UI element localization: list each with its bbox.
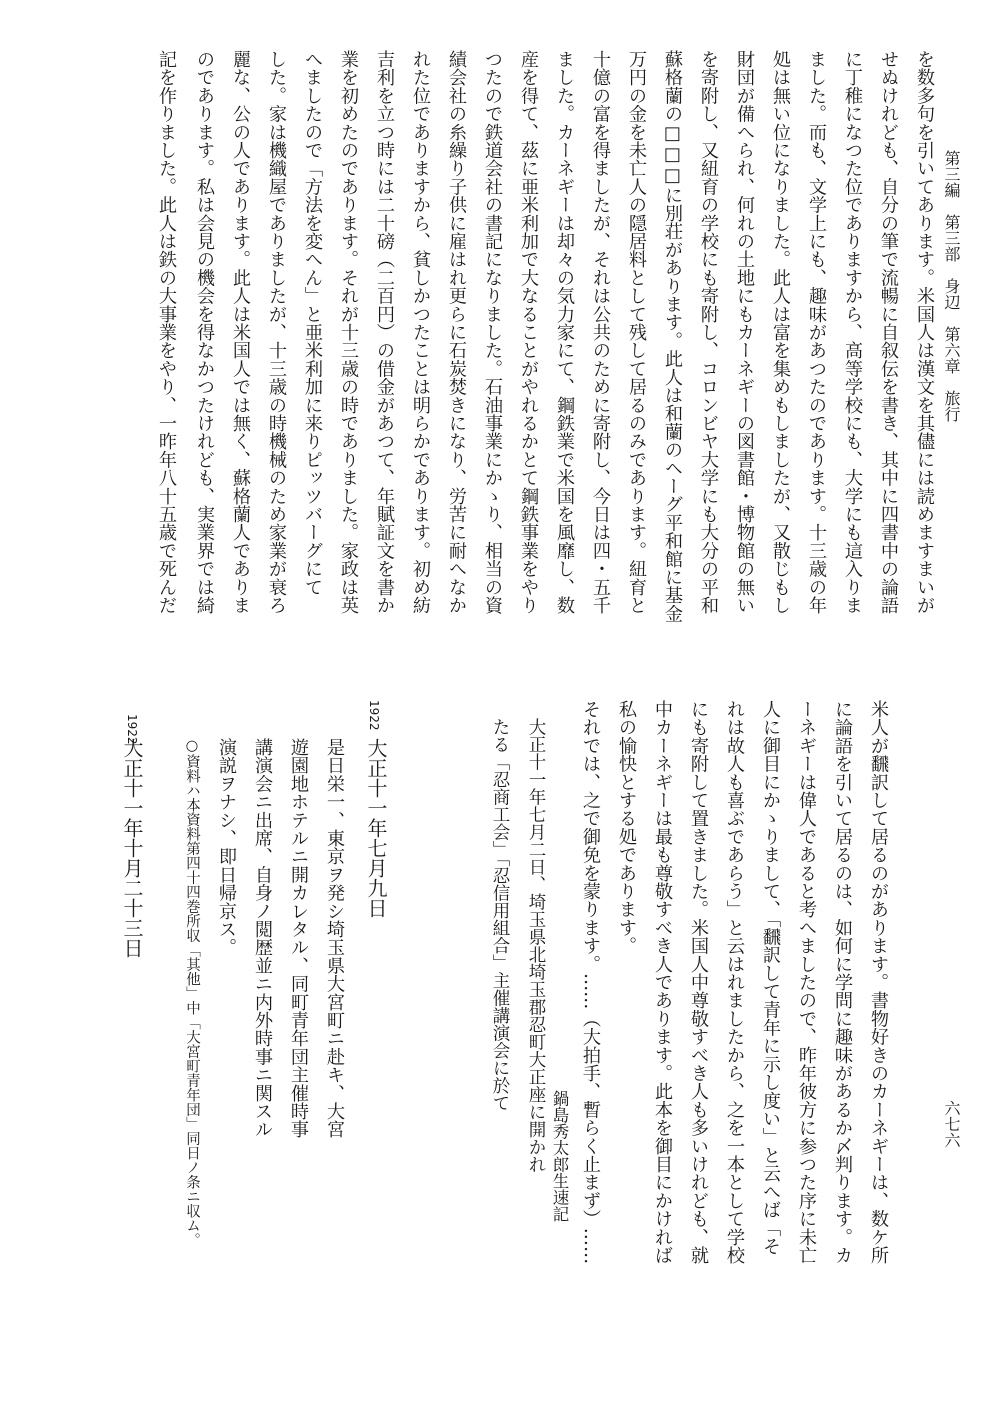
upper-line: に丁稚になつた位でありますから、高等学校にも、大学にも這入りま <box>842 50 863 615</box>
lower-line: に論語を引いて居るのは、如何に学問に趣味があるか〆判ります。カ <box>832 700 853 1265</box>
upper-line: 財団が備へられ、何れの土地にもカーネギーの図書館・博物館の無い <box>734 50 755 615</box>
entry-date: 大正十一年七月九日 <box>364 738 388 918</box>
upper-line: を数多句を引いてあります。米国人は漢文を其儘には読めますまいが <box>914 50 935 615</box>
stenographer-byline: 鍋島秀太郎生速記 <box>550 1090 569 1222</box>
entry-year: 1922 <box>125 714 139 745</box>
upper-line: 産を得て、茲に亜米利加で大なることがやれるかとて鋼鉄事業をやり <box>518 50 539 615</box>
lower-line: にも寄附して置きました。米国人中尊敬すべき人も多いけれども、就 <box>688 700 709 1265</box>
lower-line: 米人が飜訳して居るのがあります。書物好きのカーネギーは、数ケ所 <box>868 700 889 1265</box>
entry-date: 大正十一年十月二十三日 <box>120 738 144 958</box>
upper-line: 万円の金を未亡人の隠居料として残して居るのみであります。紐育と <box>626 50 647 615</box>
upper-line: ました。而も、文学上にも、趣味があつたのであります。十三歳の年 <box>806 50 827 615</box>
upper-line: へましたので「方法を変へん」と亜米利加に来りピッツバーグにて <box>302 50 323 596</box>
source-line: たる「忍商工会」「忍信用組合」主催講演会に於て <box>490 718 510 1112</box>
upper-line: した。家は機織屋でありましたが、十三歳の時機械のため家業が衰ろ <box>266 50 287 615</box>
upper-line: 績会社の糸繰り子供に雇はれ更らに石炭焚きになり、労苦に耐へなか <box>446 50 467 615</box>
lower-line: それでは、之で御免を蒙ります。……（大拍手、暫らく止まず）…… <box>580 700 601 1265</box>
lower-line: 中カーネギーは最も尊敬すべき人であります。此本を御目にかければ <box>652 700 673 1265</box>
upper-line: れた位でありますから、貧しかつたことは明らかであります。初め紡 <box>410 50 431 615</box>
upper-line: 処は無い位になりました。此人は富を集めもしましたが、又散じもし <box>770 50 791 615</box>
lower-line: 人に御目にかゝりまして、「飜訳して青年に示し度い」と云へば「そ <box>760 700 781 1256</box>
upper-line: 業を初めたのであります。それが十三歳の時でありました。家政は英 <box>338 50 359 615</box>
entry-line: 演説ヲナシ、即日帰京ス。 <box>216 738 237 957</box>
upper-line: ました。カーネギーは却々の気力家にて、鋼鉄業で米国を風靡し、数 <box>554 50 575 615</box>
upper-line: せぬけれども、自分の筆で流暢に自叙伝を書き、其中に四書中の論語 <box>878 50 899 615</box>
source-note: ○資料ハ本資料第四十四巻所収「其他」中「大宮町青年団」同日ノ条ニ収ム。 <box>184 738 200 1247</box>
lower-line: 私の愉快とする処であります。 <box>616 700 637 955</box>
upper-line: 蘇格蘭の□□□に別荘があります。此人は和蘭のヘーグ平和館に基金 <box>662 50 683 623</box>
page-number: 六七六 <box>942 1100 961 1148</box>
upper-line: を寄附し、又紐育の学校にも寄附し、コロンビヤ大学にも大分の平和 <box>698 50 719 615</box>
upper-line: 吉利を立つ時には二十磅（二百円）の借金があつて、年賦証文を書か <box>374 50 395 615</box>
source-line: 大正十一年七月二日、埼玉県北埼玉郡忍町大正座に開かれ <box>526 718 546 1173</box>
lower-line: ーネギーは偉人であると考へましたので、昨年彼方に参つた序に未亡 <box>796 700 817 1265</box>
entry-line: 是日栄一、東京ヲ発シ埼玉県大宮町ニ赴キ、大宮 <box>324 738 345 1139</box>
upper-line: 記を作りました。此人は鉄の大事業をやり、一昨年八十五歳で死んだ <box>156 50 177 615</box>
upper-line: 麗な、公の人であります。此人は米国人では無く、蘇格蘭人でありま <box>230 50 251 615</box>
upper-line: 十億の富を得ましたが、それは公共のために寄附し、今日は四・五千 <box>590 50 611 615</box>
entry-line: 遊園地ホテルニ開カレタル、同町青年団主催時事 <box>288 738 309 1139</box>
lower-line: れは故人も喜ぶであらう」と云はれましたから、之を一本として学校 <box>724 700 745 1265</box>
upper-line: のであります。私は会見の機会を得なかつたけれども、実業界では綺 <box>194 50 215 615</box>
entry-line: 講演会ニ出席、自身ノ閲歴並ニ内外時事ニ関スル <box>252 738 273 1139</box>
running-header: 第三編 第三部 身辺 第六章 旅行 <box>942 150 961 422</box>
entry-year: 1922 <box>367 700 381 731</box>
upper-line: つたので鉄道会社の書記になりました。石油事業にかゝり、相当の資 <box>482 50 503 615</box>
